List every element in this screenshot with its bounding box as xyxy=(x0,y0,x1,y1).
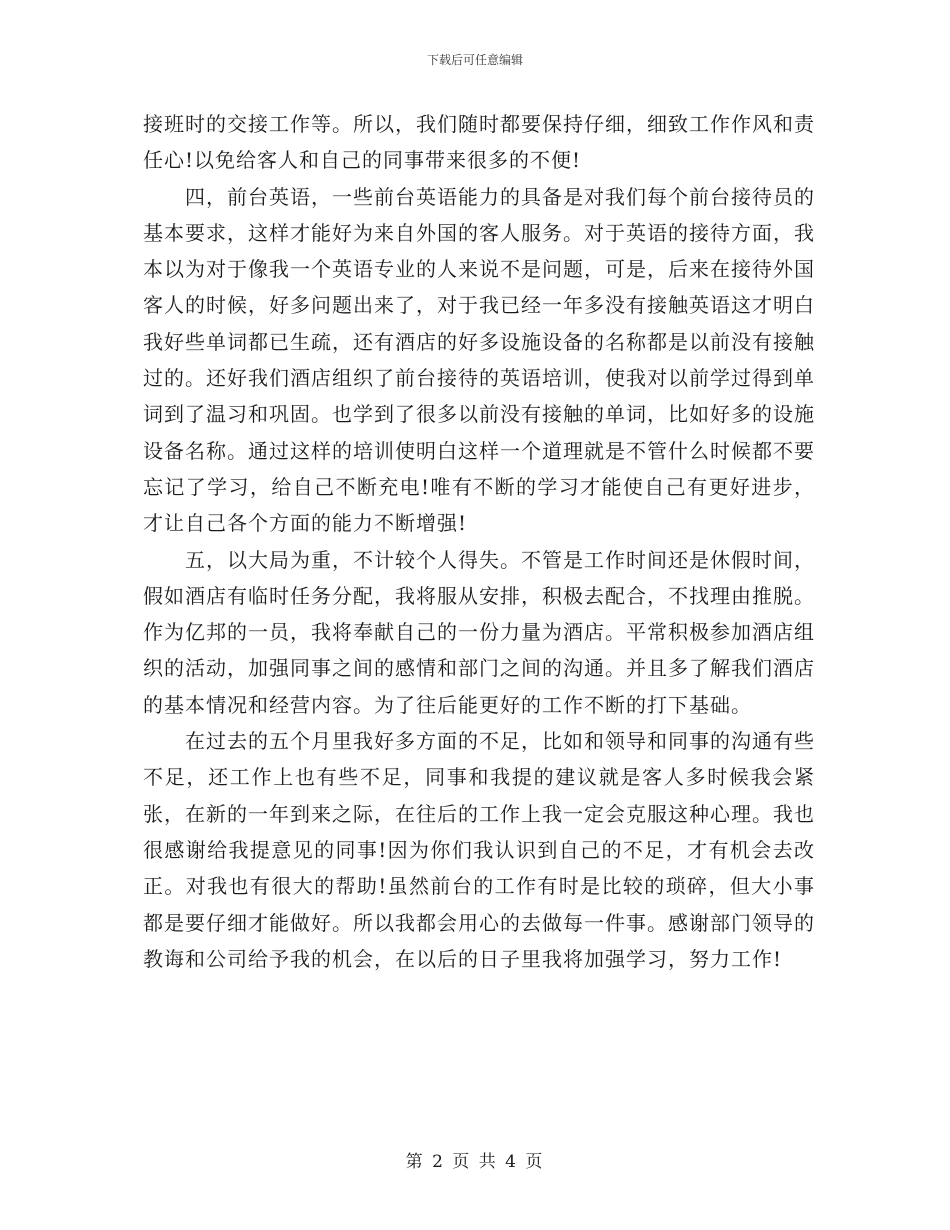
paragraph-teamwork: 五，以大局为重，不计较个人得失。不管是工作时间还是休假时间，假如酒店有临时任务分配，我将服从安排，积极去配合，不找理由推脱。作为亿邦的一员，我将奉献自己的一份力量为酒店。平常积极参加酒店组织的活动，加强同事之间的感情和部门之间的沟通。并且多了解我们酒店的基本情况和经营内容。为了往后能更好的工作不断的打下基础。 xyxy=(143,547,815,717)
document-body xyxy=(143,106,815,977)
paragraph-english-skills: 四，前台英语，一些前台英语能力的具备是对我们每个前台接待员的基本要求，这样才能好为来自外国的客人服务。对于英语的接待方面，我本以为对于像我一个英语专业的人来说不是问题，可是，后来在接待外国客人的时候，好多问题出来了，对于我已经一年多没有接触英语这才明白我好些单词都已生疏，还有酒店的好多设施设备的名称都是以前没有接触过的。还好我们酒店组织了前台接待的英语培训，使我对以前学过得到单词到了温习和巩固。也学到了很多以前没有接触的单词，比如好多的设施设备名称。通过这样的培训使明白这样一个道理就是不管什么时候都不要忘记了学习，给自己不断充电!唯有不断的学习才能使自己有更好进步，才让自己各个方面的能力不断增强! xyxy=(143,184,815,536)
paragraph-continuation: 接班时的交接工作等。所以，我们随时都要保持仔细，细致工作作风和责任心!以免给客人和自己的同事带来很多的不便! xyxy=(143,112,815,173)
page-number-footer: 第 2 页 共 4 页 xyxy=(405,1152,545,1172)
page-header: 下载后可任意编辑 xyxy=(426,53,523,67)
paragraph-reflection: 在过去的五个月里我好多方面的不足，比如和领导和同事的沟通有些不足，还工作上也有些不足，同事和我提的建议就是客人多时候我会紧张，在新的一年到来之际，在往后的工作上我一定会克服这种心理。我也很感谢给我提意见的同事!因为你们我认识到自己的不足，才有机会去改正。对我也有很大的帮助!虽然前台的工作有时是比较的琐碎，但大小事都是要仔细才能做好。所以我都会用心的去做每一件事。感谢部门领导的教诲和公司给予我的机会，在以后的日子里我将加强学习，努力工作! xyxy=(143,729,815,971)
